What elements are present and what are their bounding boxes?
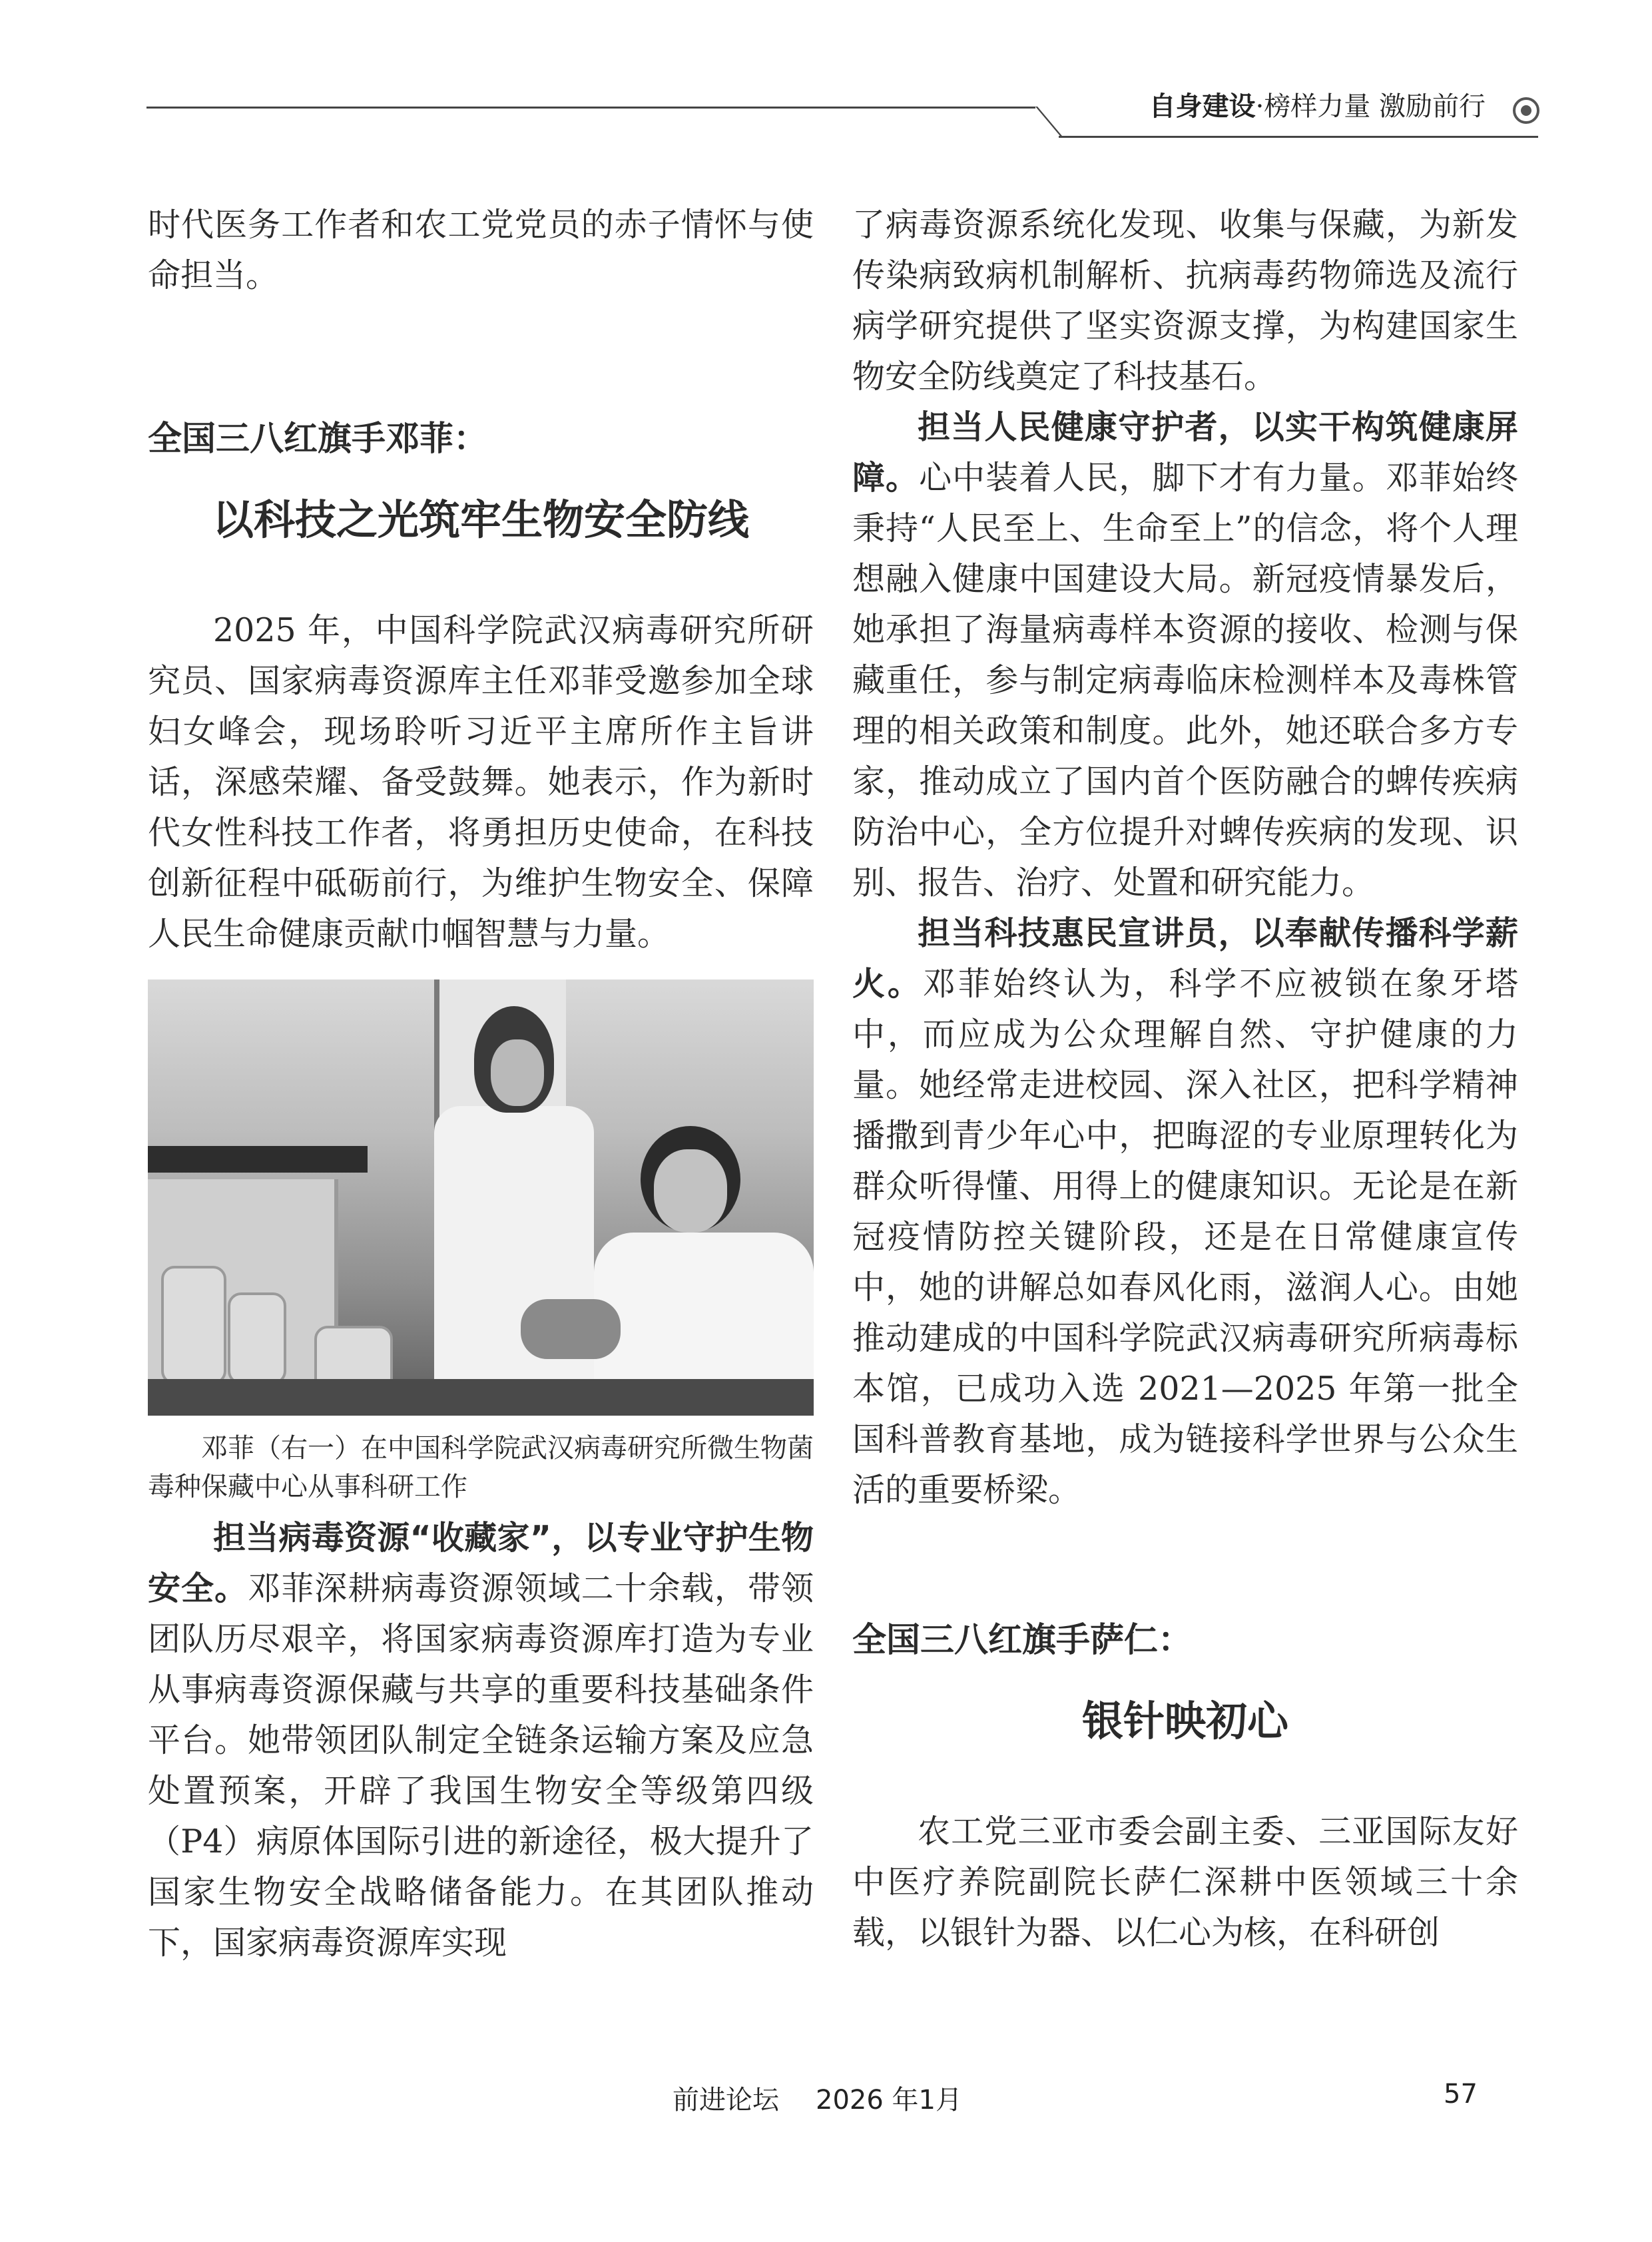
section1-paragraph: 2025 年，中国科学院武汉病毒研究所研究员、国家病毒资源库主任邓菲受邀参加全球妇女峰会，现场聆听习近平主席所作主旨讲话，深感荣耀、备受鼓舞。她表示，作为新时代女性科技工作者，将勇担历史使命，在科技创新征程中砥砺前行，为维护生物安全、保障人民生命健康贡献巾帼智慧与力量。 <box>148 611 814 953</box>
right-column <box>852 200 1518 1958</box>
paragraph-virus-collection <box>148 1513 814 1968</box>
paragraph-lead: 担当人民健康守护者，以实干构筑健康屏障。 <box>852 408 1518 497</box>
photo-bottle <box>161 1266 226 1384</box>
photo-person-seated <box>574 1099 814 1416</box>
paragraph-lead: 担当病毒资源“收藏家”，以专业守护生物安全。 <box>148 1519 814 1607</box>
photo-counter <box>148 1379 814 1416</box>
running-header <box>1149 85 1486 123</box>
section2-paragraph: 农工党三亚市委会副主委、三亚国际友好中医疗养院副院长萨仁深耕中医领域三十余载，以银针为器、以仁心为核，在科研创 <box>852 1813 1518 1952</box>
section2-title: 银针映初心 <box>1081 1697 1288 1745</box>
header-separator: · <box>1255 91 1264 122</box>
section1-heading: 全国三八红旗手邓菲： <box>148 420 488 459</box>
page-number: 57 <box>1444 2079 1478 2109</box>
photo-caption: 邓菲（右一）在中国科学院武汉病毒研究所微生物菌毒种保藏中心从事科研工作 <box>148 1433 814 1502</box>
section1-title: 以科技之光筑牢生物安全防线 <box>212 495 749 544</box>
footer-publication: 前进论坛 <box>673 2085 779 2115</box>
intro-text: 时代医务工作者和农工党党员的赤子情怀与使命担当。 <box>148 206 814 294</box>
header-rule <box>146 107 1035 109</box>
header-subtitle: 榜样力量 激励前行 <box>1264 91 1486 122</box>
paragraph-body: 心中装着人民，脚下才有力量。邓菲始终秉持“人民至上、生命至上”的信念，将个人理想融入健康中国建设大局。新冠疫情暴发后，她承担了海量病毒样本资源的接收、检测与保藏重任，参与制定病毒临床检测样本及毒株管理的相关政策和制度。此外，她还联合多方专家，推动成立了国内首个医防融合的蜱传疾病防治中心，全方位提升对蜱传疾病的发现、识别、报告、治疗、处置和研究能力。 <box>852 459 1518 902</box>
paragraph-body: 邓菲深耕病毒资源领域二十余载，带领团队历尽艰辛，将国家病毒资源库打造为专业从事病毒资源保藏与共享的重要科技基础条件平台。她带领团队制定全链条运输方案及应急处置预案，开辟了我国生物安全等级第四级（P4）病原体国际引进的新途径，极大提升了国家生物安全战略储备能力。在其团队推动下，国家病毒资源库实现 <box>148 1569 814 1962</box>
section2-heading: 全国三八红旗手萨仁： <box>852 1621 1193 1660</box>
photo-bottle <box>228 1292 286 1384</box>
header-rule-right <box>1059 136 1538 138</box>
target-icon <box>1513 97 1539 124</box>
photo-shelf <box>148 1146 368 1173</box>
lab-photo <box>148 980 814 1416</box>
left-column <box>148 200 814 1968</box>
footer-date: 2026 年1月 <box>816 2085 962 2115</box>
paragraph-lead: 担当科技惠民宣讲员，以奉献传播科学薪火。 <box>852 914 1518 1003</box>
paragraph-body: 邓菲始终认为，科学不应被锁在象牙塔中，而应成为公众理解自然、守护健康的力量。她经常走进校园、深入社区，把科学精神播撒到青少年心中，把晦涩的专业原理转化为群众听得懂、用得上的健康知识。无论是在新冠疫情防控关键阶段，还是在日常健康宣传中，她的讲解总如春风化雨，滋润人心。由她推动建成的中国科学院武汉病毒研究所病毒标本馆，已成功入选 2021—2025 年第一批全国科普教育基地，成为链接科学世界与公众生活的重要桥梁。 <box>852 965 1518 1509</box>
header-rule-slant <box>1035 107 1083 137</box>
photo-gloved-hand <box>521 1299 621 1359</box>
header-section: 自身建设 <box>1149 91 1256 122</box>
paragraph-health-guardian <box>852 402 1518 908</box>
paragraph-continued: 了病毒资源系统化发现、收集与保藏，为新发传染病致病机制解析、抗病毒药物筛选及流行病学研究提供了坚实资源支撑，为构建国家生物安全防线奠定了科技基石。 <box>852 206 1518 396</box>
paragraph-science-outreach <box>852 908 1518 1516</box>
